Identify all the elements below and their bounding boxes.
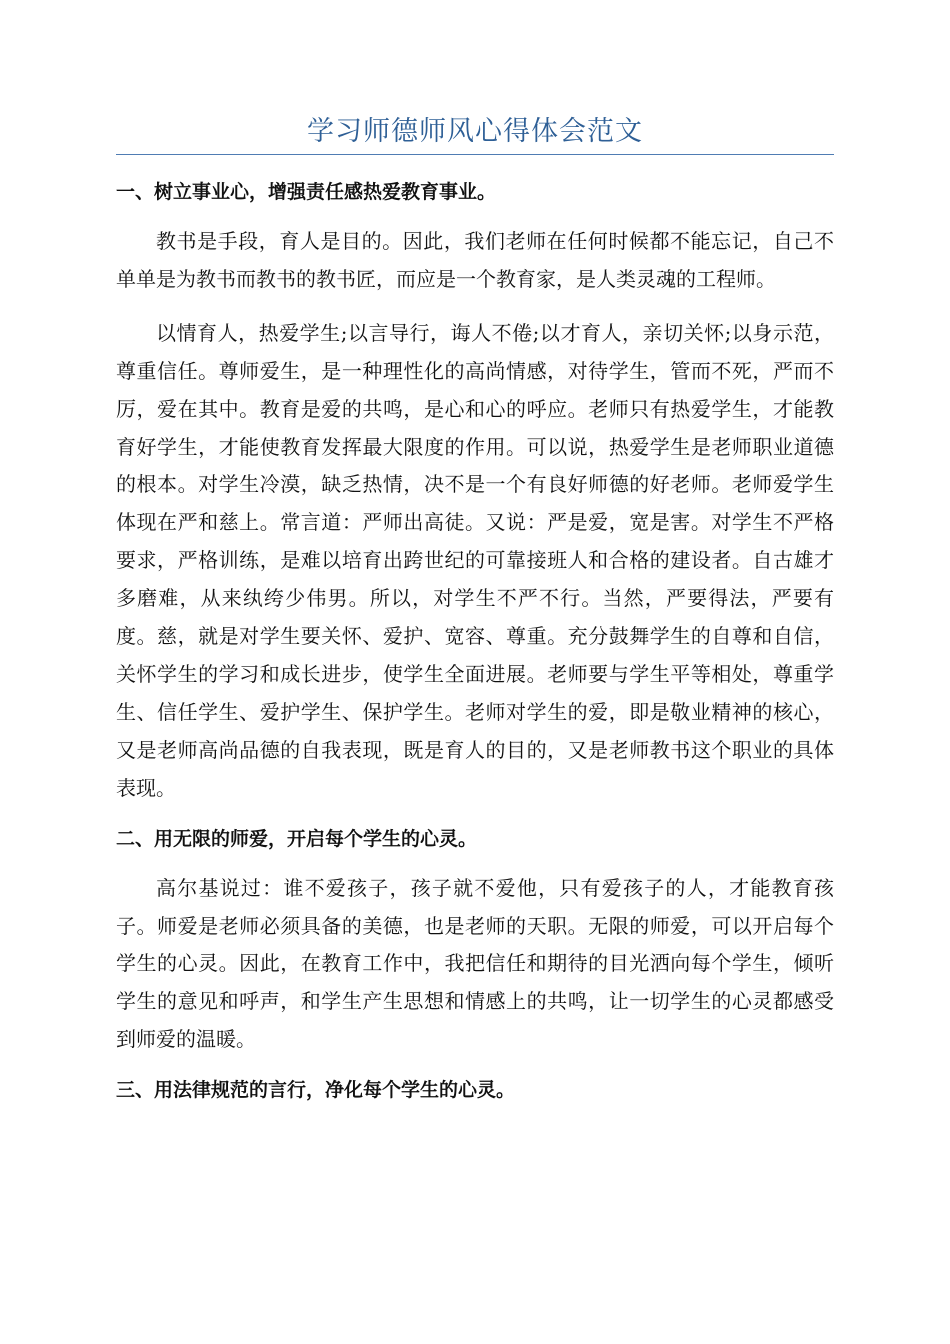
section-1 (116, 177, 834, 808)
document-title: 学习师德师风心得体会范文 (116, 112, 834, 155)
section-heading: 二、用无限的师爱，开启每个学生的心灵。 (116, 827, 478, 850)
section-heading: 三、用法律规范的言行，净化每个学生的心灵。 (116, 1079, 516, 1102)
paragraph: 以情育人，热爱学生;以言导行，诲人不倦;以才育人，亲切关怀;以身示范，尊重信任。尊师爱生，是一种理性化的高尚情感，对待学生，管而不死，严而不厉，爱在其中。教育是爱的共鸣，是心和心的呼应。老师只有热爱学生，才能教育好学生，才能使教育发挥最大限度的作用。可以说，热爱学生是老师职业道德的根本。对学生冷漠，缺乏热情，决不是一个有良好师德的好老师。老师爱学生体现在严和慈上。常言道：严师出高徒。又说：严是爱，宽是害。对学生不严格要求，严格训练，是难以培育出跨世纪的可靠接班人和合格的建设者。自古雄才多磨难，从来纨绔少伟男。所以，对学生不严不行。当然，严要得法，严要有度。慈，就是对学生要关怀、爱护、宽容、尊重。充分鼓舞学生的自尊和自信，关怀学生的学习和成长进步，使学生全面进展。老师要与学生平等相处，尊重学生、信任学生、爱护学生、保护学生。老师对学生的爱，即是敬业精神的核心，又是老师高尚品德的自我表现，既是育人的目的，又是老师教书这个职业的具体表现。 (116, 320, 834, 800)
section-heading: 一、树立事业心，增强责任感热爱教育事业。 (116, 181, 497, 203)
document-page (116, 112, 834, 1121)
paragraph: 高尔基说过：谁不爱孩子，孩子就不爱他，只有爱孩子的人，才能教育孩子。师爱是老师必须具备的美德，也是老师的天职。无限的师爱，可以开启每个学生的心灵。因此，在教育工作中，我把信任和期待的目光洒向每个学生，倾听学生的意见和呼声，和学生产生思想和情感上的共鸣，让一切学生的心灵都感受到师爱的温暖。 (116, 875, 834, 1052)
section-2 (116, 824, 834, 1060)
paragraph: 教书是手段，育人是目的。因此，我们老师在任何时候都不能忘记，自己不单单是为教书而教书的教书匠，而应是一个教育家，是人类灵魂的工程师。 (116, 229, 834, 291)
section-3 (116, 1075, 834, 1105)
